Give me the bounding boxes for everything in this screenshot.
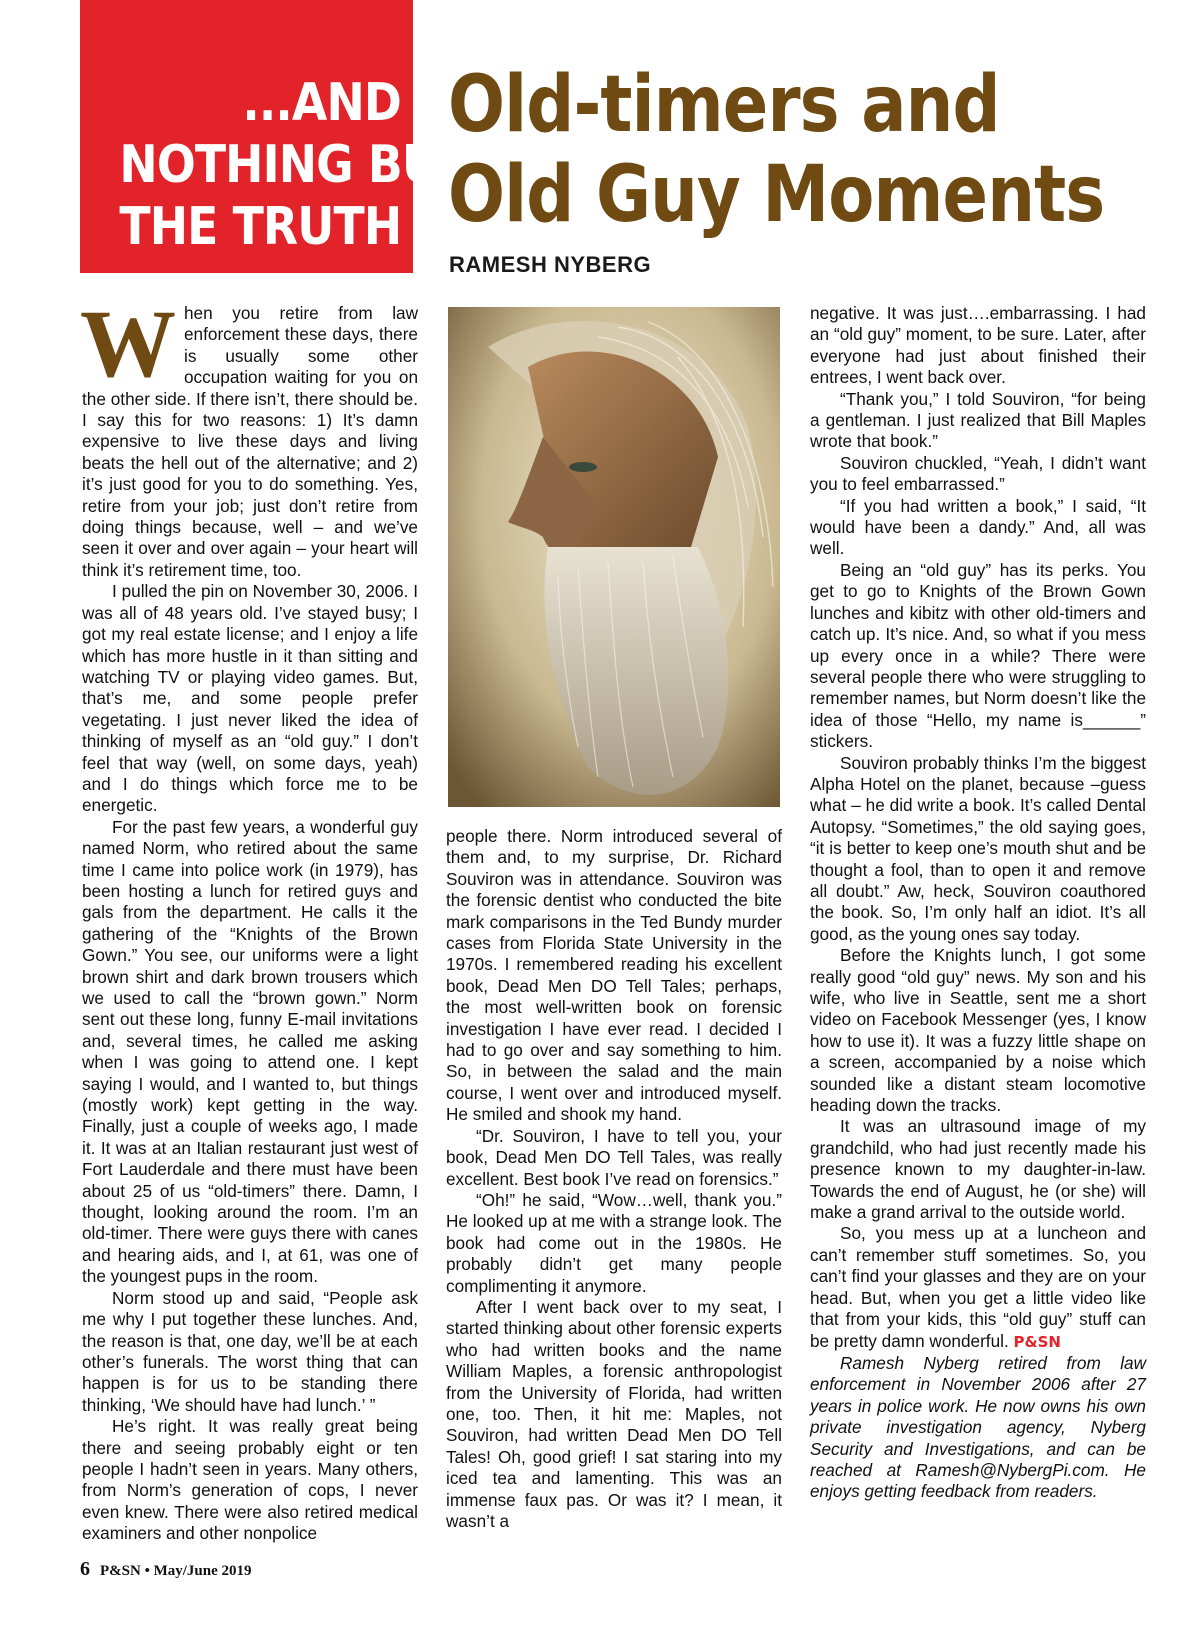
paragraph [80, 290, 418, 581]
author-byline: RAMESH NYBERG [449, 252, 652, 277]
end-signature: P&SN [1013, 1332, 1061, 1351]
page-footer [80, 1558, 252, 1581]
section-banner [80, 0, 469, 273]
section-banner-title [81, 72, 469, 258]
banner-line-1: ...AND [242, 73, 401, 133]
paragraph: “Thank you,” I told Souviron, “for being a gentleman. I just realized that Bill Maples wrote that book.” [810, 388, 1146, 452]
paragraph: For the past few years, a wonderful guy named Norm, who retired about the same time I came into police work (in 1979), has been hosting a lunch for retired guys and gals from the department. He calls it the gathering of the “Knights of the Brown Gown.” You see, our uniforms were a light brown shirt and dark brown trousers which we used to call the “brown gown.” Norm sent out these long, funny E-mail invitations and, several times, he called me asking when I was going to attend one. I kept saying I would, and I wanted to, but things (mostly work) kept getting in the way. Finally, just a couple of weeks ago, I made it. It was at an Italian restaurant just west of Fort Lauderdale and there must have been about 25 of us “old-timers” there. Damn, I thought, looking around the room. I’m an old-timer. There were guys there with canes and hearing aids, and I, at 61, was one of the youngest pups in the room. [82, 816, 418, 1287]
drop-cap: W [80, 290, 176, 397]
old-man-portrait-photo [448, 307, 780, 807]
paragraph: people there. Norm introduced several of them and, to my surprise, Dr. Richard Souviron was in attendance. Souviron was the forensic dentist who conducted the bite mark comparisons in the Ted Bundy murder cases from Florida State University in the 1970s. I remembered reading his excellent book, Dead Men DO Tell Tales; perhaps, the most well-written book on forensic investigation I have ever read. I decided I had to go over and say something to him. So, in between the salad and the main course, I went over and introduced myself. He smiled and shook my hand. [446, 826, 782, 1125]
article-column-1 [80, 290, 418, 1545]
paragraph: negative. It was just….embarrassing. I had an “old guy” moment, to be sure. Later, after everyone had just about finished their entrees, I went back over. [810, 303, 1146, 388]
paragraph: “Dr. Souviron, I have to tell you, your book, Dead Men DO Tell Tales, was really excellent. Best book I’ve read on forensics.” [446, 1125, 782, 1189]
publication-issue: P&SN • May/June 2019 [100, 1563, 252, 1579]
paragraph [810, 1223, 1146, 1352]
paragraph: Souviron chuckled, “Yeah, I didn’t want you to feel embarrassed.” [810, 452, 1146, 495]
paragraph: Before the Knights lunch, I got some really good “old guy” news. My son and his wife, who live in Seattle, sent me a short video on Facebook Messenger (yes, I know how to use it). It was a fuzzy little shape on a screen, accompanied by a noise which sounded like a distant steam locomotive heading down the tracks. [810, 945, 1146, 1116]
portrait-illustration [448, 307, 780, 807]
headline-line-1: Old-timers and [448, 60, 1000, 150]
paragraph: Norm stood up and said, “People ask me why I put together these lunches. And, the reason is that, one day, we’ll be at each other’s funerals. The worst thing that can happen is for us to be standing there thinking, ‘We should have had lunch.’ ” [82, 1287, 418, 1415]
paragraph: Souviron probably thinks I’m the biggest Alpha Hotel on the planet, because –guess what – he did write a book. It’s called Dental Autopsy. “Sometimes,” the old saying goes, “it is better to keep one’s mouth shut and be thought a fool, than to open it and remove all doubt.” Aw, heck, Souviron coauthored the book. So, I’m only half an idiot. It’s all good, as the young ones say today. [810, 752, 1146, 944]
paragraph: After I went back over to my seat, I started thinking about other forensic experts who had written books and the name William Maples, a forensic anthropologist from the University of Florida, had written one, too. Then, it hit me: Maples, not Souviron, had written Dead Men DO Tell Tales! Oh, good grief! I sat staring into my iced tea and lamenting. This was an immense faux pas. Or was it? I mean, it wasn’t a [446, 1296, 782, 1531]
paragraph-text: So, you mess up at a luncheon and can’t remember stuff sometimes. So, you can’t find your glasses and they are on your head. But, when you get a little video like that from your kids, this “old guy” stuff can be pretty damn wonderful. [810, 1223, 1146, 1351]
headline-line-2: Old Guy Moments [448, 150, 1105, 240]
paragraph: It was an ultrasound image of my grandchild, who had just recently made his presence known to my daughter-in-law. Towards the end of August, he (or she) will make a grand arrival to the outside world. [810, 1116, 1146, 1223]
article-column-2 [446, 826, 782, 1532]
article-column-3 [810, 303, 1146, 1503]
paragraph: “Oh!” he said, “Wow…well, thank you.” He looked up at me with a strange look. The book had come out in the 1980s. He probably didn’t get many people complimenting it anymore. [446, 1189, 782, 1296]
paragraph-text: hen you retire from law enforcement these days, there is usually some other occupation waiting for you on the other side. If there isn’t, there should be. I say this for two reasons: 1) It’s damn expensive to live these days and living beats the hell out of the alternative; and 2) it’s just good for you to do something. Yes, retire from your job; just don’t retire from doing things because, well – and we’ve seen it over and over again – your heart will think it’s retirement time, too. [82, 303, 418, 580]
page-number: 6 [80, 1558, 90, 1580]
banner-line-3: THE TRUTH [119, 197, 402, 257]
paragraph: Being an “old guy” has its perks. You get to go to Knights of the Brown Gown lunches and kibitz with other old-timers and catch up. It’s nice. And, so what if you mess up every once in a while? There were several people there who were struggling to remember names, but Norm doesn’t like the idea of those “Hello, my name is______” stickers. [810, 559, 1146, 752]
paragraph: He’s right. It was really great being there and seeing probably eight or ten people I hadn’t seen in years. Many others, from Norm’s generation of cops, I never even knew. There were also retired medical examiners and other nonpolice [82, 1416, 418, 1544]
paragraph: “If you had written a book,” I said, “It would have been a dandy.” And, all was well. [810, 495, 1146, 559]
author-bio: Ramesh Nyberg retired from law enforcement in November 2006 after 27 years in police work. He now owns his own private investigation agency, Nyberg Security and Investigations, and can be reached at Ramesh@NybergPi.com. He enjoys getting feedback from readers. [810, 1352, 1146, 1502]
paragraph: I pulled the pin on November 30, 2006. I was all of 48 years old. I’ve stayed busy; I got my real estate license; and I enjoy a life which has more hustle in it than sitting and watching TV or playing video games. But, that’s me, and some people prefer vegetating. I just never liked the idea of thinking of myself as an “old guy.” I don’t feel that way (well, on some days, yeah) and I do things which force me to be energetic. [82, 581, 418, 816]
article-headline [448, 60, 1148, 240]
banner-line-2: NOTHING BUT [119, 135, 469, 195]
